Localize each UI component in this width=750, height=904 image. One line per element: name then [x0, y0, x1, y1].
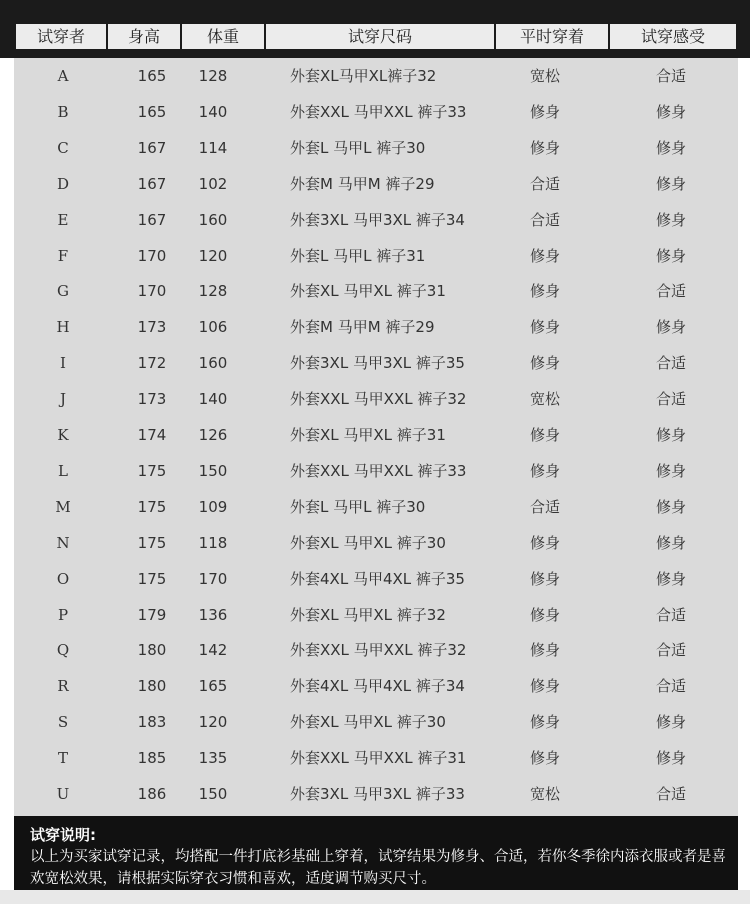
cell-weight: 150 — [198, 461, 228, 480]
cell-size: 外套3XL 马甲3XL 裤子35 — [290, 354, 465, 373]
cell-tester: U — [56, 785, 70, 803]
cell-height: 175 — [137, 461, 167, 480]
cell-tester: P — [57, 605, 69, 624]
header-height: 身高 — [108, 24, 180, 49]
cell-fit-feeling: 合适 — [655, 785, 686, 803]
table-body — [14, 58, 738, 816]
cell-height: 167 — [137, 210, 167, 229]
table-row — [14, 740, 738, 776]
cell-tester: C — [57, 138, 69, 157]
cell-weight: 160 — [198, 210, 228, 229]
cell-usual-fit: 修身 — [529, 641, 560, 660]
cell-size: 外套XXL 马甲XXL 裤子32 — [290, 641, 467, 660]
cell-tester: L — [58, 461, 68, 480]
table-row — [14, 776, 738, 812]
header-tester: 试穿者 — [16, 24, 106, 49]
cell-size: 外套4XL 马甲4XL 裤子35 — [290, 569, 465, 588]
cell-tester: N — [56, 533, 70, 552]
table-row — [14, 58, 738, 94]
cell-fit-feeling: 修身 — [655, 174, 686, 193]
cell-size: 外套4XL 马甲4XL 裤子34 — [290, 677, 465, 696]
table-header — [0, 0, 750, 58]
header-usual-fit: 平时穿着 — [496, 24, 608, 49]
cell-fit-feeling: 修身 — [655, 102, 686, 121]
cell-height: 175 — [137, 497, 167, 516]
cell-size: 外套XL 马甲XL 裤子30 — [290, 713, 446, 732]
cell-weight: 165 — [198, 677, 228, 696]
cell-weight: 106 — [198, 318, 228, 337]
cell-fit-feeling: 合适 — [655, 677, 686, 696]
cell-usual-fit: 修身 — [529, 677, 560, 696]
table-row — [14, 417, 738, 453]
cell-usual-fit: 修身 — [529, 533, 560, 552]
table-row — [14, 309, 738, 345]
cell-weight: 136 — [198, 605, 228, 624]
cell-usual-fit: 合适 — [529, 210, 560, 229]
cell-fit-feeling: 修身 — [655, 318, 686, 337]
header-size: 试穿尺码 — [266, 24, 494, 49]
table-row — [14, 345, 738, 381]
cell-fit-feeling: 修身 — [655, 749, 686, 768]
cell-tester: I — [60, 354, 66, 373]
cell-usual-fit: 宽松 — [529, 390, 560, 409]
cell-height: 170 — [137, 246, 167, 265]
cell-size: 外套XXL 马甲XXL 裤子32 — [290, 390, 467, 409]
cell-height: 175 — [137, 569, 167, 588]
cell-weight: 140 — [198, 390, 228, 409]
header-weight: 体重 — [182, 24, 264, 49]
cell-height: 172 — [137, 354, 167, 373]
cell-fit-feeling: 合适 — [655, 641, 686, 660]
cell-weight: 142 — [198, 641, 228, 660]
cell-height: 167 — [137, 174, 167, 193]
cell-weight: 128 — [198, 67, 228, 85]
cell-usual-fit: 修身 — [529, 605, 560, 624]
cell-tester: J — [59, 390, 66, 409]
cell-tester: D — [56, 174, 70, 193]
cell-height: 173 — [137, 318, 167, 337]
table-row — [14, 668, 738, 704]
cell-tester: S — [57, 713, 69, 732]
cell-tester: Q — [56, 641, 70, 660]
bottom-strip — [0, 890, 750, 904]
cell-size: 外套L 马甲L 裤子30 — [290, 497, 426, 516]
cell-size: 外套XL 马甲XL 裤子31 — [290, 426, 446, 444]
cell-usual-fit: 修身 — [529, 354, 560, 373]
cell-weight: 109 — [198, 497, 228, 516]
cell-tester: T — [57, 749, 68, 768]
cell-fit-feeling: 合适 — [655, 67, 686, 85]
cell-tester: M — [55, 497, 71, 516]
table-row — [14, 704, 738, 740]
cell-fit-feeling: 修身 — [655, 426, 686, 444]
cell-fit-feeling: 修身 — [655, 497, 686, 516]
cell-size: 外套M 马甲M 裤子29 — [290, 318, 435, 337]
cell-usual-fit: 宽松 — [529, 785, 560, 803]
cell-weight: 160 — [198, 354, 228, 373]
cell-tester: B — [57, 102, 69, 121]
cell-fit-feeling: 合适 — [655, 354, 686, 373]
cell-weight: 118 — [198, 533, 228, 552]
cell-height: 180 — [137, 641, 167, 660]
table-row — [14, 94, 738, 130]
table-row — [14, 561, 738, 597]
cell-fit-feeling: 合适 — [655, 282, 686, 301]
cell-height: 165 — [137, 67, 167, 85]
cell-tester: F — [57, 246, 69, 265]
cell-weight: 126 — [198, 426, 228, 444]
table-row — [14, 632, 738, 668]
cell-size: 外套XL马甲XL裤子32 — [290, 67, 437, 85]
cell-usual-fit: 修身 — [529, 318, 560, 337]
cell-fit-feeling: 修身 — [655, 246, 686, 265]
cell-height: 179 — [137, 605, 167, 624]
table-row — [14, 597, 738, 633]
note-title: 试穿说明: — [30, 826, 96, 844]
cell-height: 167 — [137, 138, 167, 157]
cell-height: 173 — [137, 390, 167, 409]
cell-height: 185 — [137, 749, 167, 768]
cell-usual-fit: 修身 — [529, 461, 560, 480]
cell-size: 外套XL 马甲XL 裤子32 — [290, 605, 446, 624]
cell-fit-feeling: 合适 — [655, 605, 686, 624]
cell-height: 170 — [137, 282, 167, 301]
cell-tester: H — [56, 318, 70, 337]
cell-usual-fit: 修身 — [529, 102, 560, 121]
cell-size: 外套XXL 马甲XXL 裤子33 — [290, 102, 467, 121]
cell-usual-fit: 修身 — [529, 282, 560, 301]
cell-weight: 114 — [198, 138, 228, 157]
header-fit-feeling: 试穿感受 — [610, 24, 736, 49]
cell-tester: K — [57, 426, 69, 444]
cell-height: 165 — [137, 102, 167, 121]
cell-usual-fit: 修身 — [529, 246, 560, 265]
cell-weight: 170 — [198, 569, 228, 588]
cell-weight: 120 — [198, 713, 228, 732]
cell-height: 174 — [137, 426, 167, 444]
cell-fit-feeling: 修身 — [655, 138, 686, 157]
cell-fit-feeling: 修身 — [655, 461, 686, 480]
cell-size: 外套XXL 马甲XXL 裤子33 — [290, 461, 467, 480]
note-text: 以上为买家试穿记录，均搭配一件打底衫基础上穿着，试穿结果为修身、合适，若你冬季徐内添衣服或者是喜欢宽松效果，请根据实际穿衣习惯和喜欢，适度调节购买尺寸。 — [30, 849, 726, 887]
table-row — [14, 238, 738, 274]
table-row — [14, 381, 738, 417]
cell-weight: 102 — [198, 174, 228, 193]
cell-usual-fit: 修身 — [529, 713, 560, 732]
cell-size: 外套M 马甲M 裤子29 — [290, 174, 435, 193]
cell-size: 外套XL 马甲XL 裤子30 — [290, 533, 446, 552]
table-row — [14, 273, 738, 309]
cell-size: 外套3XL 马甲3XL 裤子34 — [290, 210, 465, 229]
cell-usual-fit: 修身 — [529, 749, 560, 768]
cell-usual-fit: 合适 — [529, 497, 560, 516]
cell-weight: 128 — [198, 282, 228, 301]
cell-usual-fit: 宽松 — [529, 67, 560, 85]
cell-height: 175 — [137, 533, 167, 552]
table-row — [14, 489, 738, 525]
cell-weight: 150 — [198, 785, 228, 803]
cell-size: 外套3XL 马甲3XL 裤子33 — [290, 785, 465, 803]
table-row — [14, 130, 738, 166]
cell-fit-feeling: 修身 — [655, 569, 686, 588]
cell-size: 外套L 马甲L 裤子31 — [290, 246, 426, 265]
cell-tester: G — [57, 282, 69, 301]
cell-fit-feeling: 修身 — [655, 713, 686, 732]
cell-height: 180 — [137, 677, 167, 696]
cell-height: 183 — [137, 713, 167, 732]
cell-tester: E — [57, 210, 69, 229]
table-row — [14, 202, 738, 238]
cell-usual-fit: 修身 — [529, 569, 560, 588]
table-row — [14, 166, 738, 202]
cell-tester: A — [57, 67, 69, 85]
cell-usual-fit: 合适 — [529, 174, 560, 193]
cell-fit-feeling: 修身 — [655, 533, 686, 552]
cell-size: 外套XL 马甲XL 裤子31 — [290, 282, 446, 301]
cell-height: 186 — [137, 785, 167, 803]
fitting-note — [14, 816, 738, 890]
cell-size: 外套XXL 马甲XXL 裤子31 — [290, 749, 467, 768]
table-row — [14, 453, 738, 489]
cell-size: 外套L 马甲L 裤子30 — [290, 138, 426, 157]
cell-usual-fit: 修身 — [529, 138, 560, 157]
table-row — [14, 525, 738, 561]
cell-fit-feeling: 修身 — [655, 210, 686, 229]
cell-usual-fit: 修身 — [529, 426, 560, 444]
cell-weight: 140 — [198, 102, 228, 121]
cell-weight: 120 — [198, 246, 228, 265]
cell-tester: R — [57, 677, 69, 696]
cell-tester: O — [56, 569, 70, 588]
cell-fit-feeling: 合适 — [655, 390, 686, 409]
cell-weight: 135 — [198, 749, 228, 768]
